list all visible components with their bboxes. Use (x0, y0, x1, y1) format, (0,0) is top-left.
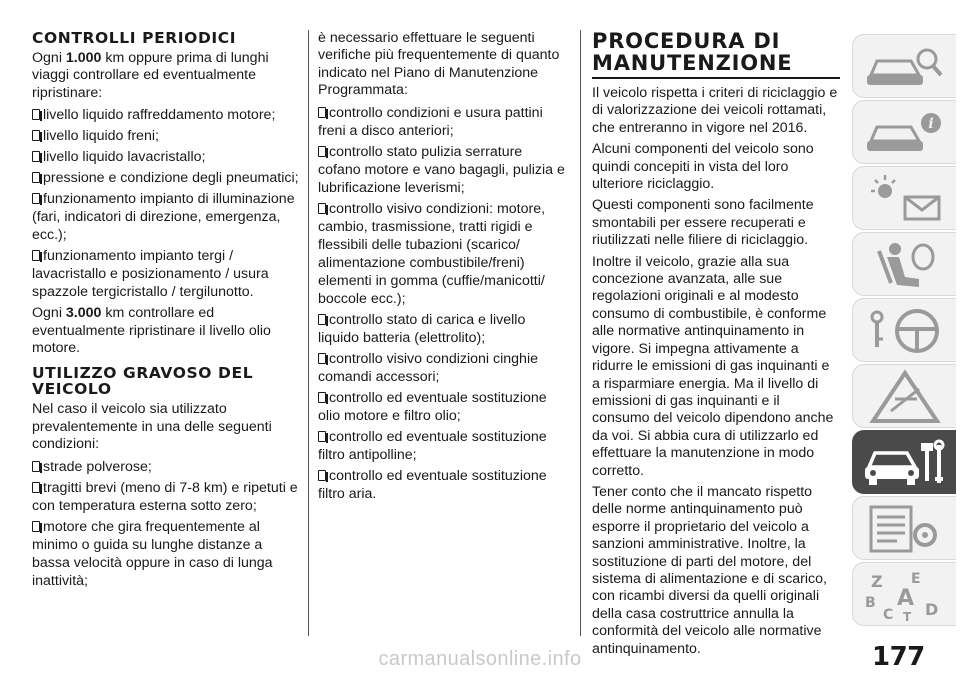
checklist-conditions (32, 458, 300, 590)
column-divider (580, 30, 581, 636)
list-item (32, 479, 300, 515)
tab-technical-data[interactable] (852, 496, 956, 560)
warning-triangle-icon (861, 369, 949, 425)
text-ogni: Ogni (32, 305, 66, 322)
svg-text:i: i (928, 116, 934, 132)
index-letter: E (911, 571, 921, 587)
paragraph-utilizzo: Nel caso il veicolo sia utilizzato prevalentemente in una delle seguenti condizioni: (32, 401, 272, 453)
tab-car-maintenance[interactable] (852, 430, 956, 494)
key-steering-wheel-icon (861, 303, 949, 359)
checkbox-icon (32, 461, 40, 472)
paragraph: Il veicolo rispetta i criteri di riciclaggio e di valorizzazione dei veicoli rottamati, che entreranno in vigore nel 2016. (592, 85, 838, 136)
index-letter: D (925, 600, 939, 619)
list-item-text: livello liquido lavacristallo; (43, 149, 206, 166)
warning-lights-icon (861, 171, 949, 227)
watermark-text: carmanualsonline.info (378, 648, 582, 670)
index-letter: A (897, 586, 915, 611)
checkbox-icon (318, 203, 326, 214)
checkbox-icon (32, 109, 40, 120)
technical-data-icon (861, 501, 949, 557)
list-item (318, 311, 568, 347)
airbag-seat-icon (861, 237, 949, 293)
text-ogni: Ogni (32, 50, 66, 66)
index-letter: C (883, 607, 894, 623)
car-search-icon (861, 39, 949, 95)
text-3000-rest: km controllare ed eventualmente ripristinare il livello olio motore. (32, 305, 271, 357)
list-item-text: pressione e condizione degli pneumatici; (43, 170, 299, 187)
column-right (592, 30, 840, 662)
list-item (318, 200, 568, 308)
list-item-text: controllo ed eventuale sostituzione filtro aria. (318, 467, 547, 502)
checkbox-icon (318, 314, 326, 325)
list-item (32, 106, 300, 124)
tab-car-search[interactable] (852, 34, 956, 98)
list-item (318, 428, 568, 464)
list-item-text: controllo stato di carica e livello liquido batteria (elettrolito); (318, 311, 526, 346)
list-item (32, 190, 300, 244)
list-item-text: controllo ed eventuale sostituzione filtro antipolline; (318, 428, 547, 463)
checkbox-icon (32, 172, 40, 183)
list-item-text: funzionamento impianto di illuminazione (fari, indicatori di direzione, emergenza, ecc.); (32, 191, 295, 244)
paragraph: Questi componenti sono facilmente smontabili per essere recuperati e riutilizzati nelle filiere di riciclaggio. (592, 197, 814, 249)
list-item-text: controllo visivo condizioni cinghie comandi accessori; (318, 350, 538, 385)
index-letter: B (865, 595, 876, 611)
paragraph: Tener conto che il mancato rispetto delle norme antinquinamento può esporre il proprietario del veicolo a sanzioni amministrative. Inoltre, la sostituzione di parti del motore, del sistema di alimentazione e di scarico, con ricambi diversi da quelli originali della casa costruttrice annulla la conformità del veicolo alle normative antinquinamento. (592, 483, 827, 657)
chapter-sidebar (852, 34, 956, 634)
checkbox-icon (318, 392, 326, 403)
column-divider (308, 30, 309, 636)
list-item-text: strade polverose; (43, 458, 152, 475)
checkbox-icon (32, 250, 40, 261)
page-number: 177 (872, 642, 925, 672)
list-item-text: tragitti brevi (meno di 7-8 km) e ripetuti e con temperatura esterna sotto zero; (32, 479, 298, 514)
list-item-text: motore che gira frequentemente al minimo o guida su lunghe distanze a bassa velocità oppure in caso di lunga inattività; (32, 518, 273, 589)
checkbox-icon (318, 146, 326, 157)
index-letter: T (903, 610, 912, 623)
tab-warning-lights[interactable] (852, 166, 956, 230)
list-item-text: funzionamento impianto tergi / lavacristallo e posizionamento / usura spazzole tergicristallo / tergilunotto. (32, 248, 269, 301)
checklist-verifiche (318, 104, 568, 503)
checkbox-icon (32, 151, 40, 162)
column-middle (318, 30, 568, 507)
text-1000-rest: km oppure prima di lunghi viaggi controllare ed eventualmente ripristinare: (32, 50, 269, 101)
car-info-icon (861, 105, 949, 161)
list-item-text: controllo visivo condizioni: motore, cambio, trasmissione, tratti rigidi e flessibili delle tubazioni (scarico/ alimentazione combustibile/freni) elementi in gomma (cuffie/manicotti/ boccole ecc.); (318, 200, 546, 307)
car-maintenance-icon (861, 435, 949, 491)
index-letter: Z (871, 572, 883, 591)
list-item (32, 247, 300, 301)
checkbox-icon (32, 521, 40, 532)
list-item (318, 389, 568, 425)
tab-car-info[interactable] (852, 100, 956, 164)
list-item (32, 148, 300, 166)
list-item-text: controllo ed eventuale sostituzione olio motore e filtro olio; (318, 389, 547, 424)
checkbox-icon (32, 482, 40, 493)
heading-controlli-periodici: CONTROLLI PERIODICI (32, 29, 237, 47)
list-item-text: livello liquido raffreddamento motore; (43, 107, 276, 124)
paragraph-verifiche: è necessario effettuare le seguenti verifiche più frequentemente di quanto indicato nel Piano di Manutenzione Programmata: (318, 30, 560, 99)
list-item (32, 169, 300, 187)
checkbox-icon (318, 470, 326, 481)
list-item (318, 350, 568, 386)
list-item-text: controllo stato pulizia serrature cofano motore e vano bagagli, pulizia e lubrificazione leverismi; (318, 143, 565, 196)
tab-warning-triangle[interactable] (852, 364, 956, 428)
list-item (318, 104, 568, 140)
list-item (318, 143, 568, 197)
tab-index-alphabet[interactable] (852, 562, 956, 626)
index-alphabet-icon (861, 567, 949, 623)
heading-procedura-manutenzione: PROCEDURA DI MANUTENZIONE (592, 30, 840, 79)
checklist-periodic (32, 106, 300, 301)
tab-key-steering-wheel[interactable] (852, 298, 956, 362)
list-item (32, 458, 300, 476)
checkbox-icon (32, 130, 40, 141)
column-left (32, 30, 300, 594)
text-1000: 1.000 (65, 50, 102, 66)
list-item (32, 518, 300, 590)
text-3000: 3.000 (65, 305, 102, 322)
list-item (32, 127, 300, 145)
list-item (318, 467, 568, 503)
checkbox-icon (318, 107, 326, 118)
paragraph-ogni-1000 (32, 50, 300, 102)
paragraph-ogni-3000 (32, 305, 300, 357)
checkbox-icon (32, 193, 40, 204)
list-item-text: livello liquido freni; (43, 128, 159, 145)
paragraph: Alcuni componenti del veicolo sono quindi concepiti in vista del loro ulteriore riciclaggio. (592, 141, 814, 193)
tab-airbag-seat[interactable] (852, 232, 956, 296)
paragraph: Inoltre il veicolo, grazie alla sua concezione avanzata, alle sue regolazioni originali e al modesto consumo di combustibile, è conforme alle normative antinquinamento in vigore. Si impegna attivamente a ridurre le emissioni di gas inquinanti e a risparmiare energia. Ma il livello di emissioni di gas inquinanti e il consumo del veicolo dipendono anche da voi. Si abbia cura di utilizzarlo ed effettuare la manutenzione in modo corretto. (592, 253, 834, 479)
list-item-text: controllo condizioni e usura pattini freni a disco anteriori; (318, 104, 543, 139)
heading-utilizzo-gravoso: UTILIZZO GRAVOSO DEL VEICOLO (32, 364, 254, 399)
checkbox-icon (318, 431, 326, 442)
checkbox-icon (318, 353, 326, 364)
